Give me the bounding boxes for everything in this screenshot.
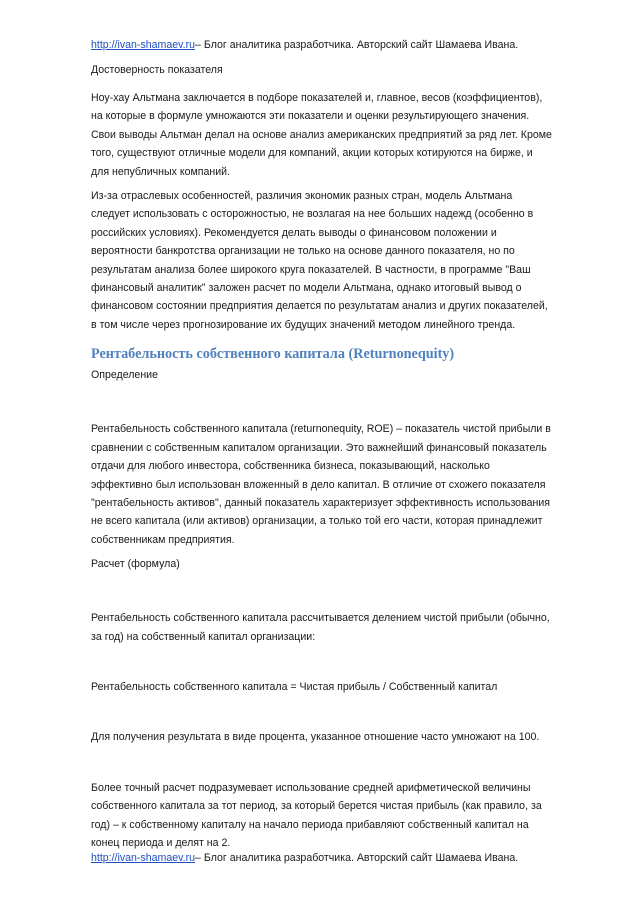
spacer bbox=[91, 583, 553, 609]
page-content bbox=[91, 61, 553, 858]
altman-caution-paragraph: Из-за отраслевых особенностей, различия экономик разных стран, модель Альтмана следует использовать с осторожностью, не возлагая на нее больших надежд (особенно в российских условиях). Рекомендуется делать выводы о финансовом положении и вероятности банкротства организации не только на основе данного показателя, но по результатам анализа более широкого круга показателей. В частности, в программе "Ваш финансовый аналитик" заложен расчет по модели Альтмана, однако итоговый вывод о финансовом состоянии предприятия делается по результатам анализ и других показателей, в том числе через прогнозирование их будущих значений методом линейного тренда. bbox=[91, 190, 548, 331]
formula-label: Расчет (формула) bbox=[91, 558, 180, 571]
header-site-link[interactable]: http://ivan-shamaev.ru bbox=[91, 39, 196, 51]
spacer bbox=[91, 652, 553, 678]
footer-site-link[interactable]: http://ivan-shamaev.ru bbox=[91, 852, 196, 864]
spacer bbox=[91, 394, 553, 420]
page-footer bbox=[91, 851, 518, 865]
roe-heading: Рентабельность собственного капитала (Returnonequity) bbox=[91, 346, 455, 363]
spacer bbox=[91, 702, 553, 728]
definition-label: Определение bbox=[91, 369, 158, 382]
percent-note-paragraph: Для получения результата в виде процента, указанное отношение часто умножают на 100. bbox=[91, 731, 540, 744]
spacer bbox=[91, 753, 553, 779]
footer-site-text: – Блог аналитика разработчика. Авторский сайт Шамаева Ивана. bbox=[195, 852, 519, 864]
precise-calc-paragraph: Более точный расчет подразумевает использование средней арифметической величины собственного капитала за тот период, за который берется чистая прибыль (как правило, за год) – к собственному капиталу на начало периода прибавляют собственный капитал на конец периода и делят на 2. bbox=[91, 781, 542, 849]
formula-paragraph: Рентабельность собственного капитала = Чистая прибыль / Собственный капитал bbox=[91, 680, 498, 693]
header-site-text: – Блог аналитика разработчика. Авторский сайт Шамаева Ивана. bbox=[195, 39, 519, 51]
altman-knowhow-paragraph: Ноу-хау Альтмана заключается в подборе показателей и, главное, весов (коэффициентов), на которые в формуле умножаются эти показатели и оценки результирующего значения. Свои выводы Альтман делал на основе анализ американских предприятий за ряд лет. Кроме того, существуют отличные модели для компаний, акции которых котируются на бирже, и для непубличных компаний. bbox=[91, 92, 552, 178]
page-header bbox=[91, 38, 518, 52]
formula-intro-paragraph: Рентабельность собственного капитала рассчитывается делением чистой прибыли (обычно, за год) на собственный капитал организации: bbox=[91, 612, 550, 643]
roe-definition-paragraph: Рентабельность собственного капитала (returnonequity, ROE) – показатель чистой прибыли в сравнении с собственным капиталом организации. Это важнейший финансовый показатель отдачи для любого инвестора, собственника бизнеса, показывающий, насколько эффективно был использован вложенный в дело капитал. В отличие от схожего показателя "рентабельность активов", данный показатель характеризует эффективность использования не всего капитала (или активов) организации, а только той его части, которая принадлежит собственникам предприятия. bbox=[91, 423, 551, 546]
reliability-label: Достоверность показателя bbox=[91, 64, 223, 76]
